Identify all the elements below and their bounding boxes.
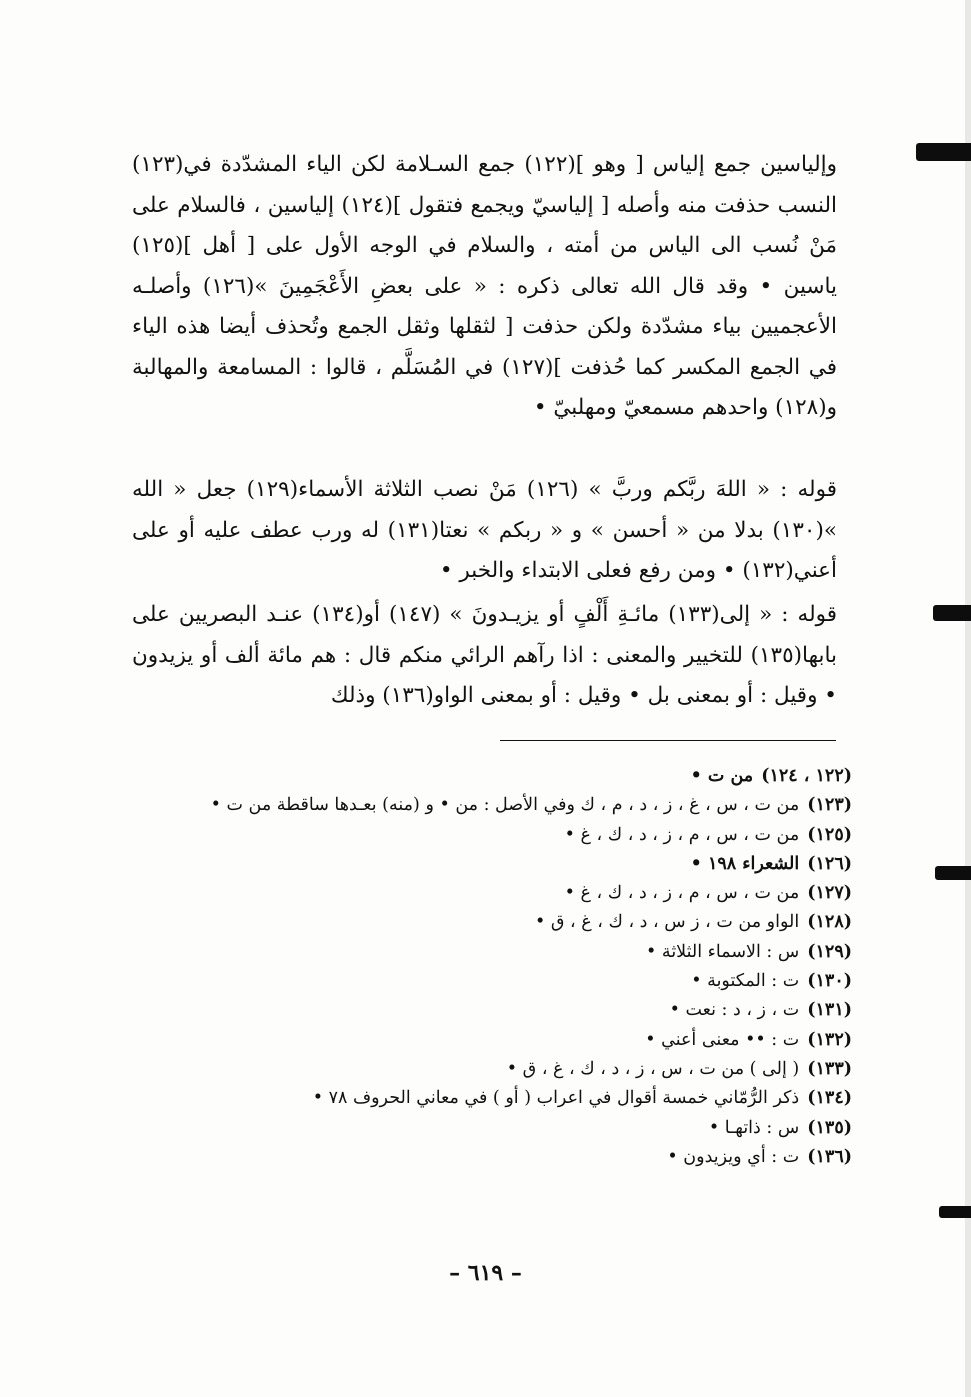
- footnote-text: من ت ، س ، م ، ز ، د ، ك ، غ •: [564, 883, 800, 904]
- footnote-number: (١٢٥): [807, 824, 852, 845]
- footnote-number: (١٣٣): [807, 1058, 852, 1079]
- footnote-item: [130, 908, 852, 937]
- edge-mark: [939, 1206, 971, 1218]
- footnote-number: (١٢٢ ، ١٢٤): [761, 766, 852, 786]
- footnote-number: (١٢٧): [807, 883, 852, 904]
- footnote-number: (١٣٤): [807, 1088, 852, 1109]
- footnote-text: من ت ، س ، م ، ز ، د ، ك ، غ •: [564, 824, 800, 845]
- footnote-item: [130, 1143, 852, 1172]
- edge-mark: [933, 605, 971, 621]
- footnote-number: (١٣٢): [807, 1029, 852, 1050]
- footnote-number: (١٢٣): [807, 795, 852, 816]
- body-paragraph-3: قوله : « إلى(١٣٣) مائـةِ أَلْفٍ أو يزيـدونَ » (١٤٧) أو(١٣٤) عنـد البصريين على بابها(١٣٥) للتخيير والمعنى : اذا رآهم الرائي منكم قال : هم مائة ألف أو يزيدون • وقيل : أو بمعنى بل • وقيل : أو بمعنى الواو(١٣٦) وذلك: [132, 602, 838, 708]
- footnote-number: (١٣٦): [807, 1146, 852, 1167]
- edge-mark: [935, 866, 971, 880]
- footnote-item: [130, 996, 852, 1025]
- footnote-text: ت : أي ويزيدون •: [667, 1146, 800, 1167]
- footnote-text: الواو من ت ، ز س ، د ، ك ، غ ، ق •: [535, 912, 800, 933]
- footnote-number: (١٣١): [807, 1000, 852, 1021]
- footnote-number: (١٢٩): [807, 941, 852, 962]
- footnote-text: س : الاسماء الثلاثة •: [646, 941, 800, 962]
- footnote-number: (١٣٥): [807, 1117, 852, 1138]
- footnote-item: [130, 1026, 852, 1055]
- binding-edge: [965, 0, 971, 1397]
- edge-mark: [916, 143, 971, 161]
- footnote-item: [130, 938, 852, 967]
- page-number: – ٦١٩ –: [449, 1260, 522, 1286]
- footnote-text: ت : •• معنى أعني •: [645, 1029, 800, 1050]
- footnote-number: (١٢٦): [807, 853, 852, 874]
- footnote-item: [130, 879, 852, 908]
- body-paragraph-2: قوله : « اللهَ ربَّكم وربَّ » (١٢٦) مَنْ نصب الثلاثة الأسماء(١٢٩) جعل « الله »(١٣٠) بدلا من « أحسن » و « ربكم » نعتا(١٣١) له ورب عطف عليه أو على أعني(١٣٢) • ومن رفع فعلى الابتداء والخبر •: [132, 477, 837, 583]
- footnote-text: من ت •: [690, 766, 754, 786]
- footnote-text: من ت ، س ، غ ، ز ، د ، م ، ك وفي الأصل : من • و (منه) بعـدها ساقطة من ت •: [210, 795, 800, 816]
- body-paragraph-1: وإلياسين جمع إلياس [ وهو ](١٢٢) جمع السـلامة لكن الياء المشدّدة في(١٢٣) النسب حذفت منه وأصله [ إلياسيّ ويجمع فتقول ](١٢٤) إلياسين ، فالسلام على مَنْ نُسب الى الياس من أمته ، والسلام في الوجه الأول على [ أهل ](١٢٥) ياسين • وقد قال الله تعالى ذكره : « على بعضِ الأَعْجَمِينَ »(١٢٦) وأصلـه الأعجميين بياء مشدّدة ولكن حذفت [ لثقلها وثقل الجمع وتُحذف أيضا هذه الياء في الجمع المكسر كما حُذفت ](١٢٧) في المُسَلَّم ، قالوا : المسامعة والمهالبة و(١٢٨) واحدهم مسمعيّ ومهلبيّ •: [132, 152, 838, 420]
- footnote-item: [130, 1114, 852, 1143]
- footnote-text: ت ، ز ، د : نعت •: [669, 1000, 800, 1021]
- footnote-number: (١٣٠): [807, 971, 852, 992]
- footnote-text: س : ذاتهـا •: [708, 1117, 800, 1138]
- footnote-item: [130, 1055, 852, 1084]
- footnote-item: [130, 791, 852, 820]
- footnote-item: [130, 1084, 852, 1113]
- footnote-text: ذكر الرُّمّاني خمسة أقوال في اعراب ( أو ) في معاني الحروف ٧٨ •: [312, 1088, 800, 1109]
- footnote-number: (١٢٨): [807, 912, 852, 933]
- footnote-text: الشعراء ١٩٨ •: [690, 853, 800, 874]
- footnote-text: ( إلى ) من ت ، س ، ز ، د ، ك ، غ ، ق •: [506, 1058, 800, 1079]
- footnote-item: [130, 850, 852, 879]
- footnote-item: [130, 821, 852, 850]
- footnote-item: [130, 762, 852, 791]
- footnote-list: [130, 762, 852, 1172]
- footnote-item: [130, 967, 852, 996]
- footnote-separator: [500, 740, 836, 741]
- footnote-text: ت : المكتوبة •: [691, 971, 800, 992]
